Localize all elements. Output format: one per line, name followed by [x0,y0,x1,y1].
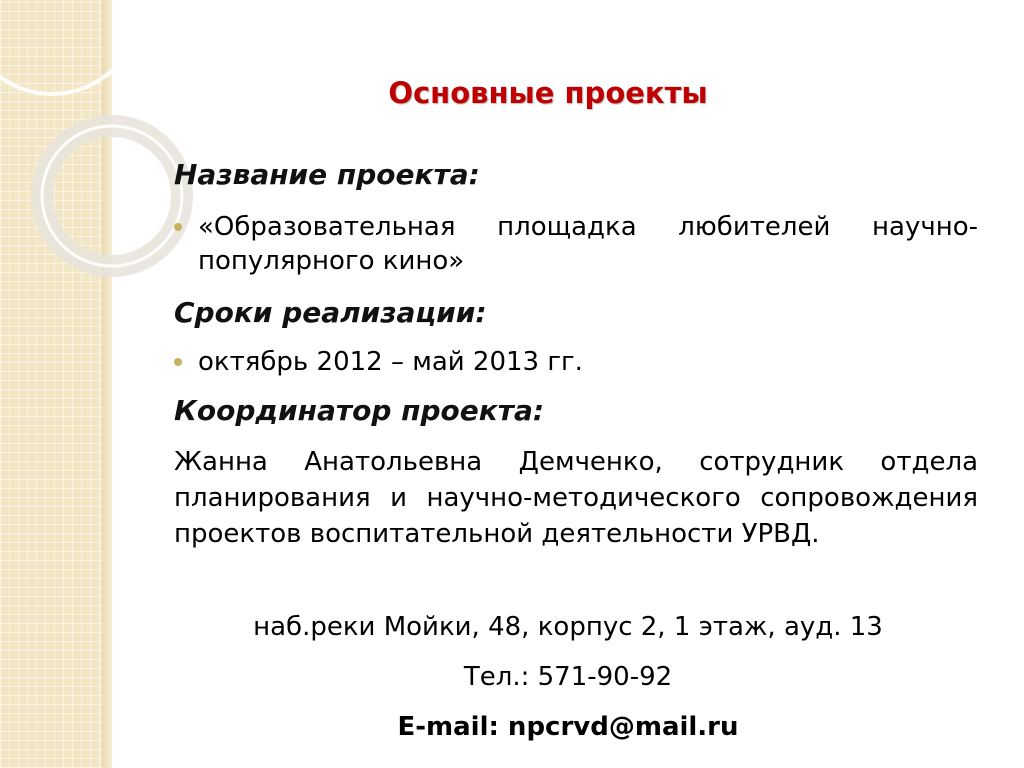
bullet-project-name [174,210,978,278]
slide-title: Основные проекты [388,76,708,110]
timeline-text: октябрь 2012 – май 2013 гг. [198,347,583,377]
heading-timeline: Сроки реализации: [174,296,487,329]
project-name-text: «Образовательная площадка любителей научно-популярного кино» [198,212,978,276]
email-line: E-mail: npcrvd@mail.ru [397,712,739,742]
heading-project-name: Название проекта: [174,158,480,191]
decorative-circles [0,0,200,320]
coordinator-paragraph: Жанна Анатольевна Демченко, сотрудник отдела планирования и научно-методического сопровождения проектов воспитательной деятельности УРВД. [174,447,978,549]
phone-line: Тел.: 571-90-92 [463,662,673,692]
heading-coordinator: Координатор проекта: [174,394,545,427]
bullet-timeline [174,345,978,379]
bullet-dot [174,223,182,231]
decorative-ring-mid-inner [42,126,182,266]
address-line: наб.реки Мойки, 48, корпус 2, 1 этаж, ауд. 13 [253,612,883,642]
bullet-dot [174,358,182,366]
